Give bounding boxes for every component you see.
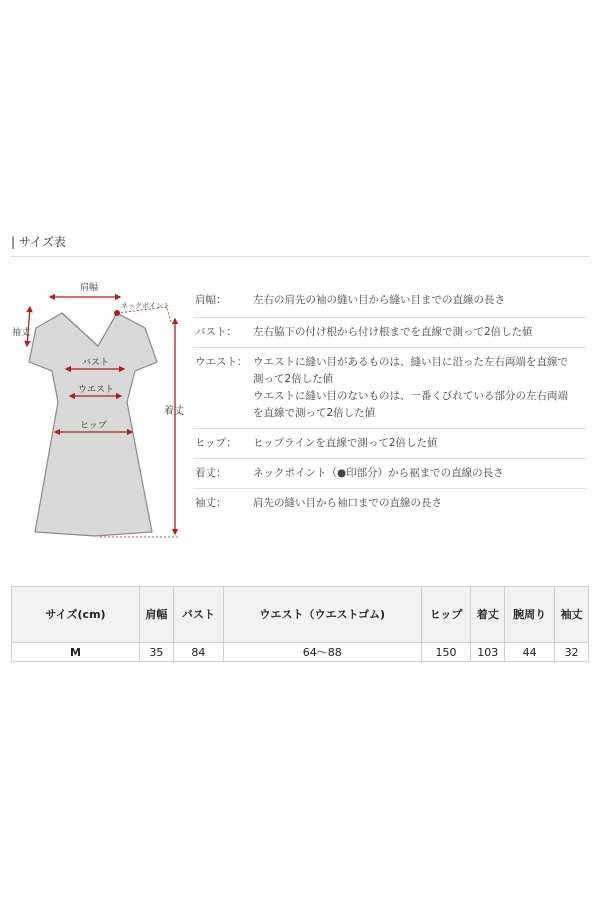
header-hip: ヒップ	[421, 587, 471, 643]
definition-text: ウエストに縫い目があるものは、縫い目に沿った左右両端を直線で	[253, 356, 568, 368]
cell-arm: 44	[505, 643, 555, 662]
shoulder-label: 肩幅	[80, 283, 99, 293]
definition-length	[193, 459, 587, 489]
measurement-definitions	[193, 287, 587, 518]
header-length: 着丈	[471, 587, 505, 643]
definition-hip	[193, 429, 587, 459]
size-table-header-row	[12, 587, 589, 643]
sleeve-label: 袖丈	[12, 328, 31, 338]
definition-text: 肩先の縫い目から袖口までの直線の長さ	[253, 497, 442, 509]
bust-label: バスト	[82, 358, 110, 368]
definition-text: 測って2倍した値	[253, 373, 334, 385]
definition-term: バスト：	[195, 326, 237, 338]
header-size: サイズ(cm)	[12, 587, 140, 643]
definition-bust	[193, 318, 587, 348]
header-shoulder: 肩幅	[140, 587, 174, 643]
hip-label: ヒップ	[80, 421, 107, 431]
definition-text: ウエストに縫い目のないものは、一番くびれている部分の左右両端	[253, 390, 568, 402]
definition-text: 左右脇下の付け根から付け根までを直線で測って2倍した値	[253, 326, 533, 338]
definition-term: 着丈：	[195, 467, 227, 479]
definition-text: 左右の肩先の袖の縫い目から縫い目までの直線の長さ	[253, 294, 505, 306]
cell-size: M	[12, 643, 140, 662]
header-waist: ウエスト（ウエストゴム)	[223, 587, 421, 643]
waist-label: ウエスト	[78, 385, 115, 395]
definition-text: ヒップラインを直線で測って2倍した値	[253, 437, 438, 449]
header-sleeve: 袖丈	[555, 587, 589, 643]
header-bust: バスト	[173, 587, 223, 643]
section-title: | サイズ表	[11, 235, 66, 249]
definition-waist	[193, 348, 587, 429]
cell-bust: 84	[173, 643, 223, 662]
definition-shoulder	[193, 287, 587, 318]
neck-point-label: ネックポイント	[121, 302, 170, 310]
definition-text: ネックポイント（●印部分）から裾までの直線の長さ	[253, 467, 504, 479]
cell-shoulder: 35	[140, 643, 174, 662]
definition-sleeve	[193, 489, 587, 518]
definition-term: 肩幅：	[195, 294, 227, 306]
cell-sleeve: 32	[555, 643, 589, 662]
cell-hip: 150	[421, 643, 471, 662]
length-label: 着丈	[164, 406, 184, 417]
cell-waist: 64〜88	[223, 643, 421, 662]
definition-term: 袖丈：	[195, 497, 227, 509]
definition-text: を直線で測って2倍した値	[253, 407, 376, 419]
title-divider	[11, 256, 589, 257]
cell-length: 103	[471, 643, 505, 662]
definition-term: ウエスト：	[195, 356, 248, 368]
definition-term: ヒップ：	[195, 437, 237, 449]
header-arm: 腕周り	[505, 587, 555, 643]
dress-measurement-diagram	[0, 270, 195, 560]
table-row	[12, 643, 589, 662]
size-table	[11, 586, 589, 662]
